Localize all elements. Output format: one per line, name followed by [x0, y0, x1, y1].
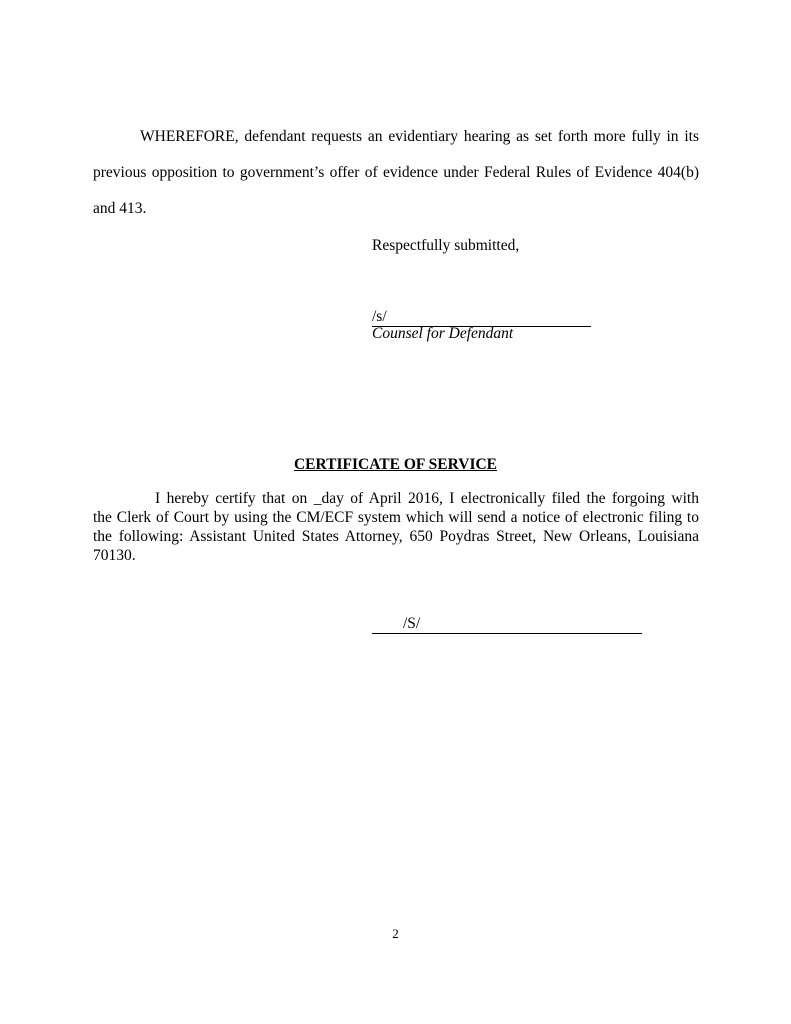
page-number: 2	[392, 926, 399, 941]
wherefore-line-2: previous opposition to government’s offer of evidence under Federal Rules of Evidence 404(b)	[93, 164, 699, 181]
certificate-signature: /S/	[403, 615, 421, 632]
certificate-line-4: 70130.	[93, 547, 136, 564]
certificate-signature-underline	[372, 615, 642, 634]
certificate-line-1: I hereby certify that on _day of April 2016, I electronically filed the forgoing with	[155, 490, 699, 507]
closing-text: Respectfully submitted,	[372, 237, 520, 254]
certificate-line-2: the Clerk of Court by using the CM/ECF system which will send a notice of electronic filing to	[93, 509, 699, 526]
certificate-signature-line	[372, 615, 642, 634]
signature-prefix: /s/	[372, 308, 387, 325]
certificate-line-3: the following: Assistant United States Attorney, 650 Poydras Street, New Orleans, Louisiana	[93, 528, 699, 545]
signature-title: Counsel for Defendant	[372, 325, 514, 342]
wherefore-line-1: WHEREFORE, defendant requests an evidentiary hearing as set forth more fully in its	[140, 128, 699, 145]
wherefore-line-3: and 413.	[93, 200, 147, 217]
certificate-heading: CERTIFICATE OF SERVICE	[293, 456, 498, 473]
